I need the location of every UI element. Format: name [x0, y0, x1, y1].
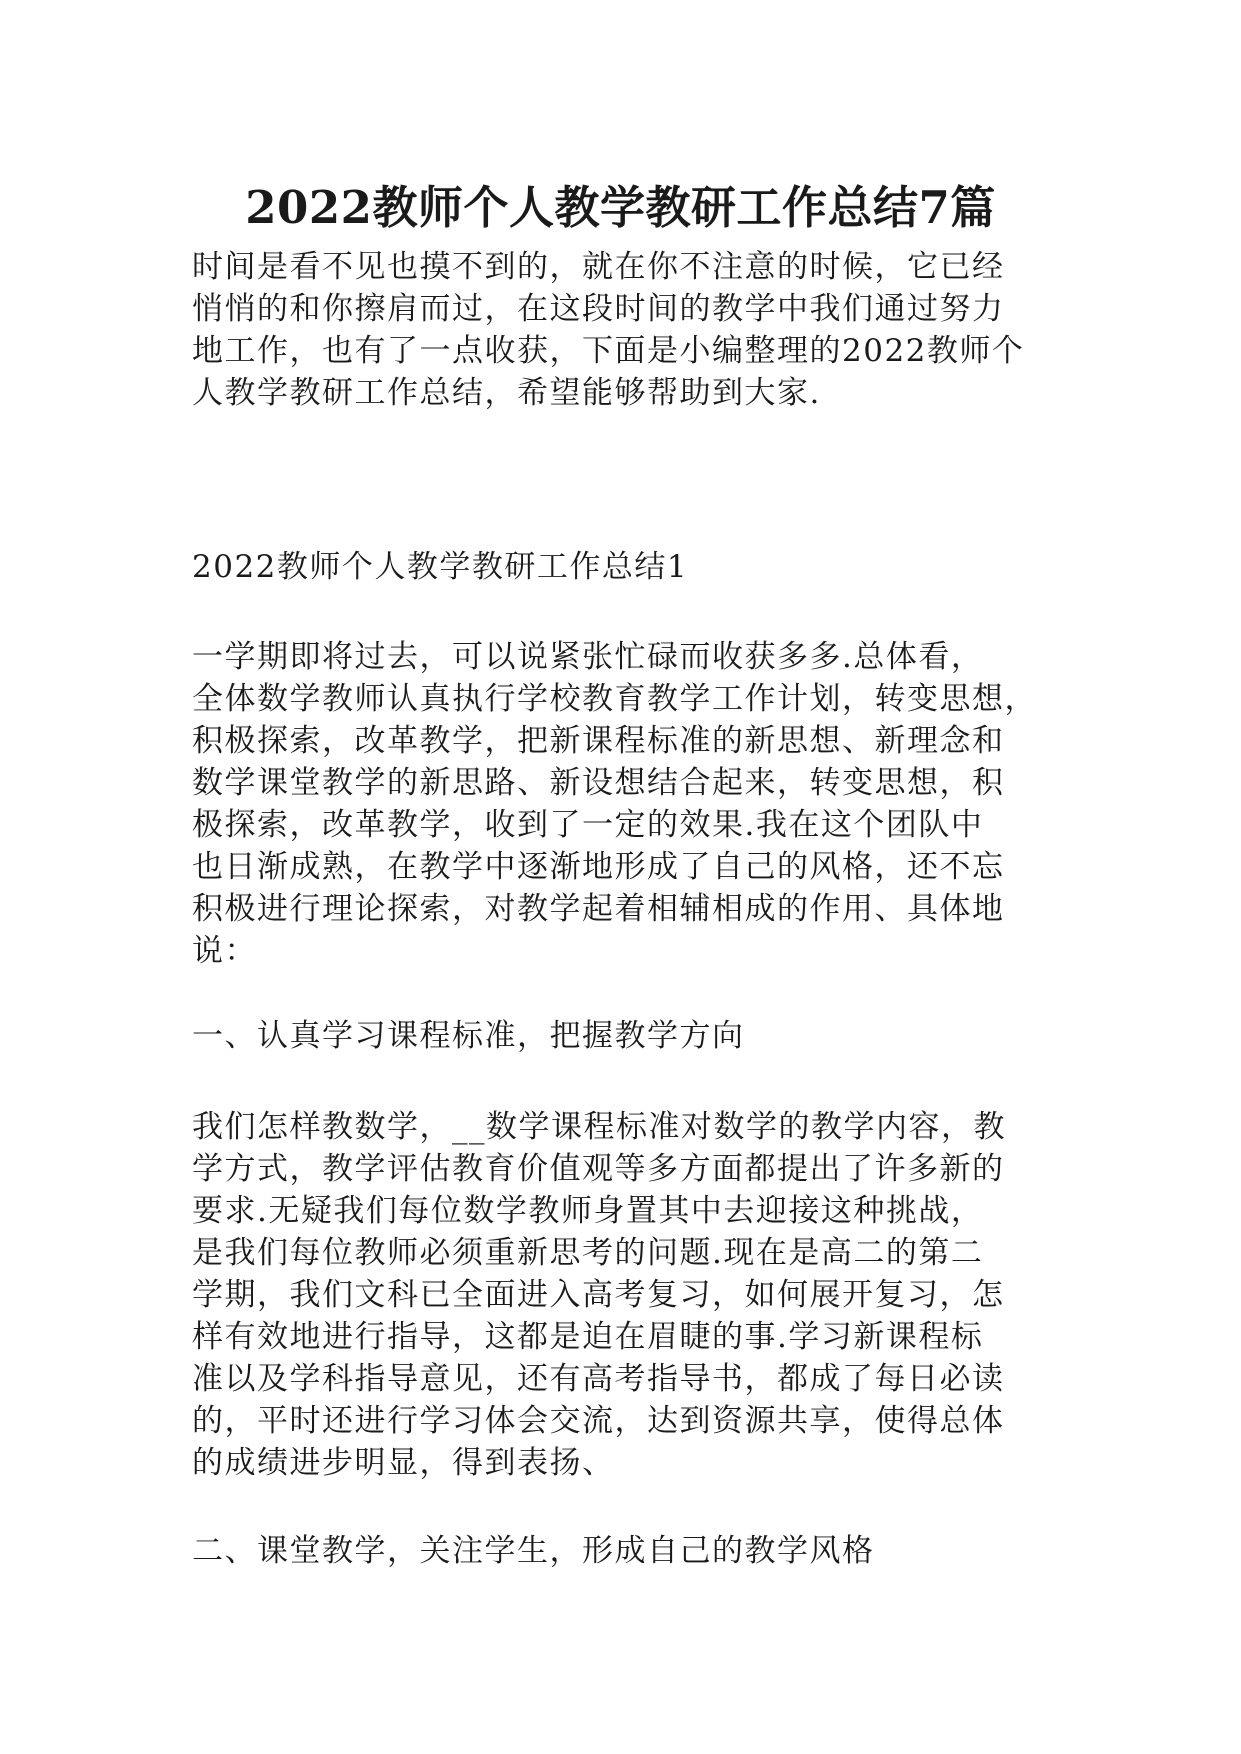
text-line: 时间是看不见也摸不到的，就在你不注意的时候，它已经 — [192, 249, 1005, 285]
text-line: 样有效地进行指导，这都是迫在眉睫的事.学习新课程标 — [192, 1319, 984, 1355]
text-line: 全体数学教师认真执行学校教育教学工作计划，转变思想， — [192, 681, 1037, 717]
text-line: 地工作，也有了一点收获，下面是小编整理的2022教师个 — [192, 333, 1025, 369]
text-line: 的，平时还进行学习体会交流，达到资源共享，使得总体 — [192, 1403, 1005, 1439]
text-line: 积极探索，改革教学，把新课程标准的新思想、新理念和 — [192, 723, 1005, 759]
section-heading-text: 2022教师个人教学教研工作总结1 — [192, 549, 689, 585]
text-line: 极探索，改革教学，收到了一定的效果.我在这个团队中 — [192, 807, 984, 843]
text-line: 一学期即将过去，可以说紧张忙碌而收获多多.总体看， — [192, 639, 984, 675]
text-line: 积极进行理论探索，对教学起着相辅相成的作用、具体地 — [192, 891, 1005, 927]
text-line: 数学课堂教学的新思路、新设想结合起来，转变思想，积 — [192, 765, 1005, 801]
subheading-text: 一、认真学习课程标准，把握教学方向 — [192, 1018, 745, 1054]
text-line: 说： — [192, 933, 257, 969]
text-line: 准以及学科指导意见，还有高考指导书，都成了每日必读 — [192, 1361, 1005, 1397]
body-paragraph-2 — [192, 1106, 1052, 1484]
document-title: 2022教师个人教学教研工作总结7篇 — [245, 181, 996, 234]
text-line: 人教学教研工作总结，希望能够帮助到大家. — [192, 375, 821, 411]
text-line: 悄悄的和你擦肩而过，在这段时间的教学中我们通过努力 — [192, 291, 1005, 327]
body-paragraph-1 — [192, 636, 1052, 972]
subheading-1 — [192, 1015, 1052, 1057]
subheading-text: 二、课堂教学，关注学生，形成自己的教学风格 — [192, 1533, 875, 1569]
text-line: 学方式，教学评估教育价值观等多方面都提出了许多新的 — [192, 1151, 1005, 1187]
text-line: 要求.无疑我们每位数学教师身置其中去迎接这种挑战， — [192, 1193, 984, 1229]
text-line: 是我们每位教师必须重新思考的问题.现在是高二的第二 — [192, 1235, 984, 1271]
text-line: 学期，我们文科已全面进入高考复习，如何展开复习，怎 — [192, 1277, 1005, 1313]
intro-paragraph — [192, 246, 1052, 414]
subheading-2 — [192, 1530, 1052, 1572]
section-heading — [192, 546, 1052, 588]
text-line: 我们怎样教数学，__数学课程标准对数学的教学内容，教 — [192, 1109, 1006, 1145]
text-line: 的成绩进步明显，得到表扬、 — [192, 1445, 615, 1481]
text-line: 也日渐成熟，在教学中逐渐地形成了自己的风格，还不忘 — [192, 849, 1005, 885]
